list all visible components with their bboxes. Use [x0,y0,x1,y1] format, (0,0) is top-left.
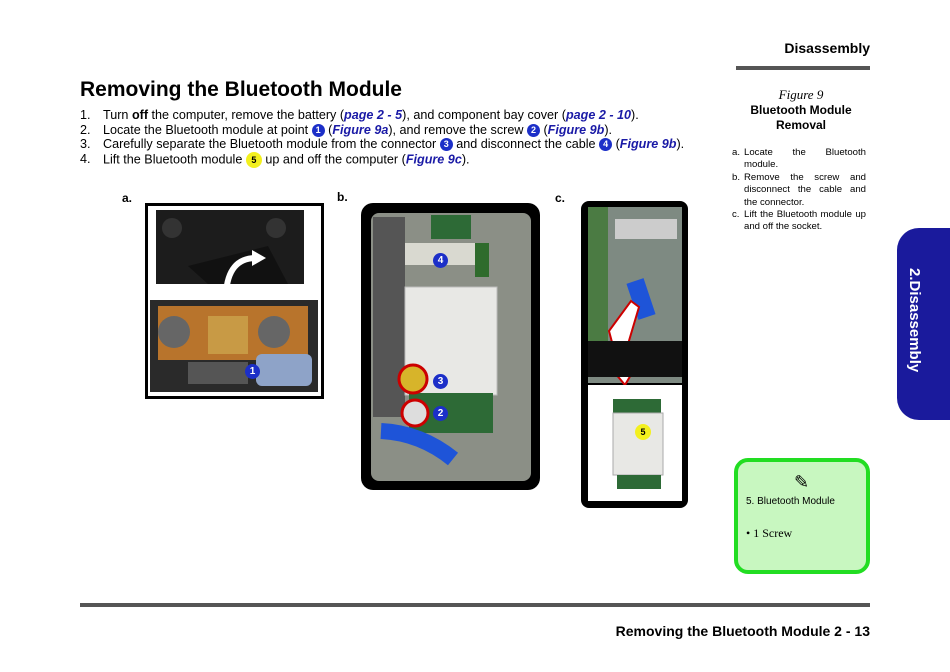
figure-c-photo [581,201,688,508]
figure-title: Bluetooth Module Removal [750,103,852,132]
note-screws: • 1 Screw [746,526,793,540]
step-4: 4. Lift the Bluetooth module 5 up and off the computer (Figure 9c). [80,151,470,167]
figure-link[interactable]: Figure 9c [405,152,462,167]
note-box [734,458,870,574]
figure-c-label: c. [555,191,566,205]
chapter-tab-label: 2.Disassembly [906,268,923,373]
page-link[interactable]: page 2 - 5 [344,108,403,122]
figure-a-photo [145,203,324,399]
marker-badge: 3 [440,138,453,151]
note-item: 5. Bluetooth Module [746,496,835,507]
figure-b-photo [361,203,540,490]
figure-note: c. Lift the Bluetooth module up and off the socket. [732,209,866,233]
figure-link[interactable]: Figure 9b [547,122,605,137]
page-link[interactable]: page 2 - 10 [565,108,632,122]
figure-link[interactable]: Figure 9a [332,122,389,137]
figure-caption [735,87,867,133]
marker-badge: 5 [246,152,262,168]
marker-badge: 5 [635,424,651,440]
marker-badge: 2 [433,406,448,421]
figure-a-label: a. [122,191,133,205]
section-header: Disassembly [784,40,870,56]
figure-number: Figure 9 [778,87,824,102]
steps-list [80,108,720,168]
figure-b-label: b. [337,190,348,204]
marker-badge: 4 [433,253,448,268]
pencil-icon: ✎ [794,472,810,492]
figure-link[interactable]: Figure 9b [619,137,677,152]
marker-badge: 2 [527,124,540,137]
step-3: 3. Carefully separate the Bluetooth module from the connector 3 and disconnect the cable 4 (Figure 9b). [80,137,685,152]
page-title: Removing the Bluetooth Module [80,78,402,101]
step-1: 1. Turn off the computer, remove the battery (page 2 - 5), and component bay cover (page 2 - 10). [80,108,639,122]
page-footer: Removing the Bluetooth Module 2 - 13 [615,623,870,639]
figure-note: b. Remove the screw and disconnect the cable and the connector. [732,171,866,208]
marker-badge: 4 [599,138,612,151]
chapter-tab[interactable] [897,228,950,420]
footer-rule [80,603,870,607]
marker-badge: 3 [433,374,448,389]
step-2: 2. Locate the Bluetooth module at point 1 (Figure 9a), and remove the screw 2 (Figure 9b). [80,122,613,137]
figure-notes [732,147,866,234]
marker-badge: 1 [312,124,325,137]
header-rule [736,66,870,70]
figure-note: a. Locate the Bluetooth module. [732,147,866,171]
marker-badge: 1 [245,364,260,379]
